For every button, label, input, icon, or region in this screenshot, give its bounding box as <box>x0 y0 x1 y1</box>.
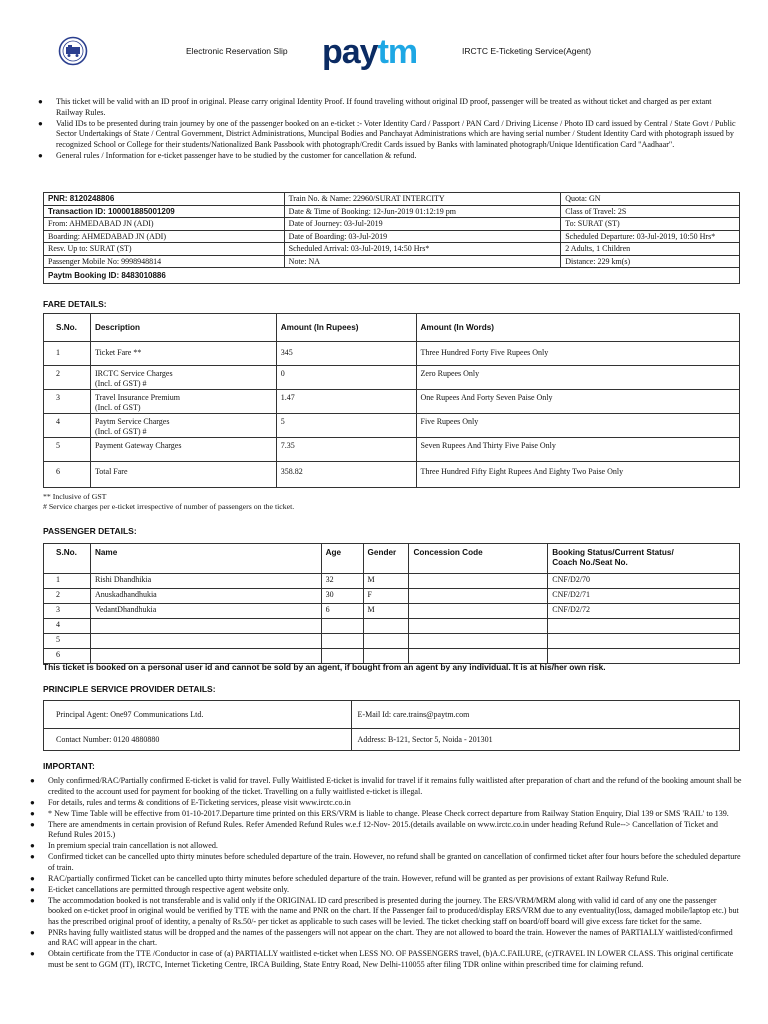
table-row <box>44 604 740 619</box>
important-item: ● The accommodation booked is not transferable and is valid only if the ORIGINAL ID card prescribed is presented during the journey. The ERS/VRM/MRM along with valid id card of any one the passenger booked on e-ticket proof in original would be verified by TTE with the name and PNR on the chart. If the Passenger fail to produced/display ERS/VRM due to any eventuality(loss, damaged mobile/laptop etc.) but has the prescribed original proof of identity, a penalty of Rs.50/- per ticket as applicable to such cases will be levied. The ticket checking staff on board/off board will give excess fare ticket for the same. <box>30 896 742 928</box>
fare-header-words: Amount (In Words) <box>416 314 740 342</box>
intro-rule-item: ● This ticket will be valid with an ID proof in original. Please carry original Identity Proof. If found traveling without original ID proof, passenger will be treated as without ticket and charged as per extant Railway Rules. <box>38 97 740 118</box>
fare-amount: 0 <box>276 366 416 390</box>
passenger-sno: 5 <box>44 634 91 649</box>
fare-words: Five Rupees Only <box>416 414 740 438</box>
fare-words: Three Hundred Fifty Eight Rupees And Eighty Two Paise Only <box>416 462 740 488</box>
passenger-mobile: Passenger Mobile No: 9998948814 <box>44 255 285 268</box>
important-title: IMPORTANT: <box>43 761 95 771</box>
passenger-status <box>548 634 740 649</box>
important-item: ● In premium special train cancellation is not allowed. <box>30 841 742 852</box>
fare-desc-line1: Travel Insurance Premium <box>94 393 180 402</box>
table-row <box>44 574 740 589</box>
table-row <box>44 462 740 488</box>
journey-date: Date of Journey: 03-Jul-2019 <box>284 218 561 231</box>
passenger-header-age: Age <box>321 544 363 574</box>
fare-sno: 1 <box>44 342 91 366</box>
passenger-gender: M <box>363 604 409 619</box>
fare-amount: 345 <box>276 342 416 366</box>
intro-rule-item: ● General rules / Information for e-ticket passenger have to be studied by the customer for cancellation & refund. <box>38 151 740 162</box>
provider-details-title: PRINCIPLE SERVICE PROVIDER DETAILS: <box>43 684 216 694</box>
scheduled-arrival: Scheduled Arrival: 03-Jul-2019, 14:50 Hrs* <box>284 243 561 256</box>
fare-desc <box>90 462 276 488</box>
from-station: From: AHMEDABAD JN (ADI) <box>44 218 285 231</box>
fare-sno: 5 <box>44 438 91 462</box>
ers-title: Electronic Reservation Slip <box>186 46 288 56</box>
fare-desc-line2: (Incl. of GST) # <box>94 378 147 388</box>
passenger-status: CNF/D2/72 <box>548 604 740 619</box>
passenger-sno: 6 <box>44 649 91 664</box>
fare-sno: 4 <box>44 414 91 438</box>
fare-words: Seven Rupees And Thirty Five Paise Only <box>416 438 740 462</box>
passenger-concession <box>409 634 548 649</box>
passenger-name: Anuskadhandhukia <box>90 589 321 604</box>
passenger-sno: 2 <box>44 589 91 604</box>
passenger-age <box>321 634 363 649</box>
paytm-booking-id: Paytm Booking ID: 8483010886 <box>44 268 740 284</box>
quota: Quota: GN <box>561 193 740 206</box>
passenger-status <box>548 619 740 634</box>
passenger-header-gender: Gender <box>363 544 409 574</box>
passenger-name <box>90 619 321 634</box>
distance: Distance: 229 km(s) <box>561 255 740 268</box>
irctc-title: IRCTC E-Ticketing Service(Agent) <box>462 46 592 56</box>
important-item: ● PNRs having fully waitlisted status will be dropped and the names of the passengers will not appear on the chart. They are not allowed to board the train. However the names of PARTIALLY waitlisted/confirmed and RAC will appear in the chart. <box>30 928 742 949</box>
passenger-gender: F <box>363 589 409 604</box>
passenger-concession <box>409 619 548 634</box>
gst-note: ** Inclusive of GST <box>43 492 107 501</box>
passenger-gender <box>363 634 409 649</box>
passenger-concession <box>409 574 548 589</box>
table-row <box>44 619 740 634</box>
important-item: ● E-ticket cancellations are permitted through respective agent website only. <box>30 885 742 896</box>
fare-desc <box>90 438 276 462</box>
fare-amount: 5 <box>276 414 416 438</box>
passenger-details-title: PASSENGER DETAILS: <box>43 526 137 536</box>
passenger-sno: 1 <box>44 574 91 589</box>
fare-words: Zero Rupees Only <box>416 366 740 390</box>
paytm-logo-text-a: pay <box>322 33 378 71</box>
passenger-age: 6 <box>321 604 363 619</box>
passenger-status: CNF/D2/70 <box>548 574 740 589</box>
table-row <box>44 438 740 462</box>
passenger-age: 30 <box>321 589 363 604</box>
passenger-age <box>321 619 363 634</box>
fare-header-sno: S.No. <box>44 314 91 342</box>
important-item: ● RAC/partially confirmed Ticket can be cancelled upto thirty minutes before scheduled departure of the train. However, refund will be granted as per provisions of extant Railway Refund Rule. <box>30 874 742 885</box>
to-station: To: SURAT (ST) <box>561 218 740 231</box>
provider-email: E-Mail Id: care.trains@paytm.com <box>351 701 739 729</box>
travel-class: Class of Travel: 2S <box>561 205 740 218</box>
passenger-gender <box>363 619 409 634</box>
important-item: ● Only confirmed/RAC/Partially confirmed E-ticket is valid for travel. Fully Waitlisted E-ticket is invalid for travel if it remains fully waitlisted after preparation of chart and the refund of the booking amount shall be credited to the account used for payment for booking of the ticket. Travelling on a fully waitlisted e-ticket is illegal. <box>30 776 742 797</box>
fare-desc-line1: IRCTC Service Charges <box>94 369 173 378</box>
fare-desc-line2: (Incl. of GST) # <box>94 426 147 436</box>
passenger-table <box>43 543 740 664</box>
passenger-header-name: Name <box>90 544 321 574</box>
paytm-logo <box>322 34 417 70</box>
fare-table <box>43 313 740 488</box>
agent-warning: This ticket is booked on a personal user id and cannot be sold by an agent, if bought from an agent by any individual. It is at his/her own risk. <box>43 662 606 672</box>
fare-details-title: FARE DETAILS: <box>43 299 107 309</box>
passenger-status: CNF/D2/71 <box>548 589 740 604</box>
fare-amount: 7.35 <box>276 438 416 462</box>
fare-desc <box>90 390 276 414</box>
passenger-header-status <box>548 544 740 574</box>
provider-contact: Contact Number: 0120 4880880 <box>44 729 352 751</box>
intro-rules-list <box>38 97 740 162</box>
status-header-line2: Coach No./Seat No. <box>552 557 628 567</box>
boarding-date: Date of Boarding: 03-Jul-2019 <box>284 230 561 243</box>
passenger-gender: M <box>363 574 409 589</box>
pnr: PNR: 8120248806 <box>44 193 285 206</box>
passenger-age: 32 <box>321 574 363 589</box>
resv-upto: Resv. Up to: SURAT (ST) <box>44 243 285 256</box>
passenger-count: 2 Adults, 1 Children <box>561 243 740 256</box>
important-item: ● For details, rules and terms & conditions of E-Ticketing services, please visit www.irctc.co.in <box>30 798 742 809</box>
fare-desc-line1: Payment Gateway Charges <box>94 441 182 450</box>
fare-desc-line1: Paytm Service Charges <box>94 417 170 426</box>
fare-desc-line1: Ticket Fare ** <box>94 348 142 357</box>
passenger-name <box>90 634 321 649</box>
table-row <box>44 589 740 604</box>
booking-info-table <box>43 192 740 284</box>
table-row <box>44 366 740 390</box>
paytm-logo-text-b: tm <box>377 33 418 71</box>
principal-agent: Principal Agent: One97 Communications Ltd. <box>44 701 352 729</box>
fare-desc-line2: (Incl. of GST) <box>94 402 141 412</box>
service-charge-note: # Service charges per e-ticket irrespective of number of passengers on the ticket. <box>43 502 295 511</box>
passenger-name: Rishi Dhandhikia <box>90 574 321 589</box>
table-row <box>44 414 740 438</box>
fare-desc <box>90 342 276 366</box>
indian-railways-logo-icon <box>58 36 88 66</box>
table-row <box>44 342 740 366</box>
fare-words: One Rupees And Forty Seven Paise Only <box>416 390 740 414</box>
passenger-name: VedantDhandhukia <box>90 604 321 619</box>
passenger-header-concession: Concession Code <box>409 544 548 574</box>
train-name: Train No. & Name: 22960/SURAT INTERCITY <box>284 193 561 206</box>
fare-amount: 358.82 <box>276 462 416 488</box>
intro-rule-item: ● Valid IDs to be presented during train journey by one of the passenger booked on an e-ticket :- Voter Identity Card / Passport / PAN Card / Driving License / Photo ID card issued by Central / State Govt / Public Sector Undertakings of State / Central Government, District Administrations, Muncipal Bodies and Panchayat Administrations which are having serial number / Student Identity Card with photograph issued by recognized School or College for their students/Nationalized Bank Passbook with photograph/Credit Cards issued by Banks with laminated photograph/Unique Identification Card "Aadhaar". <box>38 119 740 151</box>
fare-sno: 3 <box>44 390 91 414</box>
important-item: ● Obtain certificate from the TTE /Conductor in case of (a) PARTIALLY waitlisted e-ticket when LESS NO. OF PASSENGERS travel, (b)A.C.FAILURE, (c)TRAVEL IN LOWER CLASS. This original certificate must be sent to GGM (IT), IRCTC, Internet Ticketing Centre, IRCA Building, State Entry Road, New Delhi-110055 after filing TDR online within prescribed time for claiming refund. <box>30 949 742 970</box>
important-item: ● There are amendments in certain provision of Refund Rules. Refer Amended Refund Rules w.e.f 12-Nov- 2015.(details available on www.irctc.co.in under heading Refund Rule--> Cancellation of Ticket and Refund Rules 2015.) <box>30 820 742 841</box>
fare-sno: 6 <box>44 462 91 488</box>
provider-table <box>43 700 740 751</box>
important-item: ● Confirmed ticket can be cancelled upto thirty minutes before scheduled departure of the train. However, no refund shall be granted on cancellation of confirmed ticket after four hours before the scheduled departure of train. <box>30 852 742 873</box>
passenger-concession <box>409 589 548 604</box>
table-row <box>44 634 740 649</box>
important-list <box>30 776 742 971</box>
passenger-header-sno: S.No. <box>44 544 91 574</box>
booking-time: Date & Time of Booking: 12-Jun-2019 01:12:19 pm <box>284 205 561 218</box>
fare-desc-line1: Total Fare <box>94 467 128 476</box>
passenger-concession <box>409 604 548 619</box>
fare-amount: 1.47 <box>276 390 416 414</box>
fare-words: Three Hundred Forty Five Rupees Only <box>416 342 740 366</box>
fare-desc <box>90 366 276 390</box>
provider-address: Address: B-121, Sector 5, Noida - 201301 <box>351 729 739 751</box>
scheduled-departure: Scheduled Departure: 03-Jul-2019, 10:50 Hrs* <box>561 230 740 243</box>
passenger-sno: 3 <box>44 604 91 619</box>
fare-header-description: Description <box>90 314 276 342</box>
fare-header-amount: Amount (In Rupees) <box>276 314 416 342</box>
boarding-station: Boarding: AHMEDABAD JN (ADI) <box>44 230 285 243</box>
table-row <box>44 390 740 414</box>
status-header-line1: Booking Status/Current Status/ <box>552 548 674 557</box>
passenger-sno: 4 <box>44 619 91 634</box>
fare-sno: 2 <box>44 366 91 390</box>
fare-desc <box>90 414 276 438</box>
important-item: ● * New Time Table will be effective from 01-10-2017.Departure time printed on this ERS/VRM is liable to change. Please Check correct departure from Railway Station Enquiry, Dial 139 or SMS 'RAIL' to 139. <box>30 809 742 820</box>
booking-note: Note: NA <box>284 255 561 268</box>
transaction-id: Transaction ID: 100001885001209 <box>44 205 285 218</box>
